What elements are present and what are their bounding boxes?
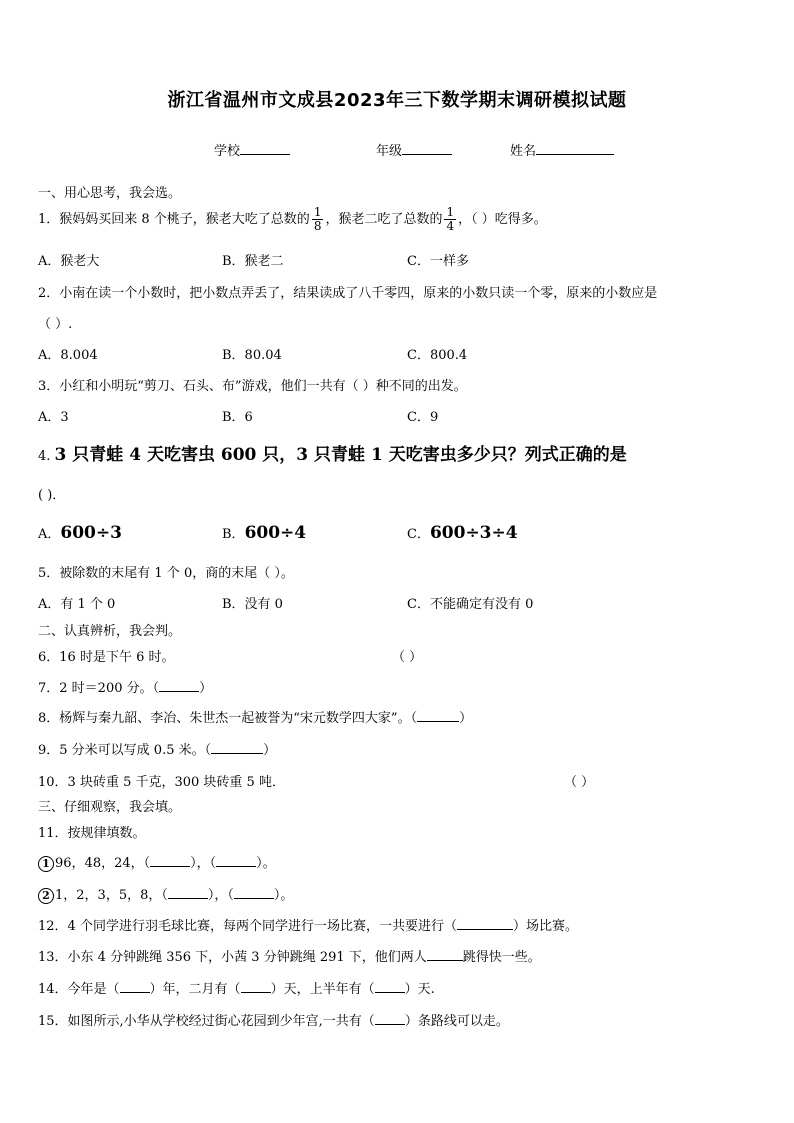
section-1-heading: 一、用心思考，我会选。	[38, 186, 182, 201]
question-8: 8．杨辉与秦九韶、李冶、朱世杰一起被誉为“宋元数学四大家”。（ ）	[38, 711, 473, 726]
q15-answer-blank[interactable]	[375, 1012, 405, 1025]
q5-option-a[interactable]: A．有 1 个 0	[38, 597, 116, 612]
q2-option-a[interactable]: A．8.004	[38, 348, 98, 363]
q11-row2-blank-1[interactable]	[168, 886, 208, 899]
q1-option-a[interactable]: A．猴老大	[38, 254, 100, 269]
question-10: 10．3 块砖重 5 千克，300 块砖重 5 吨．	[38, 775, 285, 790]
q3-option-c[interactable]: C．9	[407, 410, 439, 425]
q8-answer-blank[interactable]	[417, 709, 459, 722]
question-12: 12．4 个同学进行羽毛球比赛，每两个同学进行一场比赛，一共要进行（ ）场比赛。	[38, 919, 578, 934]
question-2: 2．小南在读一个小数时，把小数点弄丢了，结果读成了八千零四，原来的小数只读一个零，原来的小数应是	[38, 286, 658, 301]
q11-row1-blank-2[interactable]	[216, 854, 256, 867]
section-2-heading: 二、认真辨析，我会判。	[38, 624, 182, 639]
q1-option-c[interactable]: C．一样多	[407, 254, 469, 269]
q11-row2-blank-2[interactable]	[234, 886, 274, 899]
question-15: 15．如图所示,小华从学校经过街心花园到少年宫,一共有（ ）条路线可以走。	[38, 1014, 509, 1029]
q7-answer-blank[interactable]	[159, 679, 199, 692]
q9-answer-blank[interactable]	[211, 741, 263, 754]
fraction-one-eighth: $\frac{1}{8}$	[313, 205, 322, 233]
q4-option-a[interactable]: A．600÷3	[38, 523, 122, 543]
section-3-heading: 三、仔细观察，我会填。	[38, 800, 182, 815]
q4-option-c[interactable]: C．600÷3÷4	[407, 523, 518, 543]
question-11: 11．按规律填数。	[38, 826, 146, 841]
question-11-row-1: 1 96，48，24，（ ），（ ）。	[38, 852, 276, 872]
q6-answer-blank[interactable]: （ ）	[392, 650, 423, 665]
grade-field[interactable]: 年级	[376, 140, 452, 159]
q13-answer-blank[interactable]	[427, 948, 463, 961]
q5-option-b[interactable]: B．没有 0	[222, 597, 283, 612]
question-11-row-2: 2 1，2，3，5，8，（ ），（ ）。	[38, 884, 293, 904]
circled-number-2-icon: 2	[38, 888, 54, 904]
question-6: 6．16 时是下午 6 时。	[38, 650, 175, 665]
q12-answer-blank[interactable]	[457, 917, 513, 930]
school-field[interactable]: 学校	[214, 140, 290, 159]
q5-option-c[interactable]: C．不能确定有没有 0	[407, 597, 534, 612]
question-14: 14．今年是（ ）年，二月有（ ）天，上半年有（ ）天.	[38, 982, 435, 997]
question-9: 9．5 分米可以写成 0.5 米。（ ）	[38, 743, 277, 758]
q4-option-b[interactable]: B．600÷4	[222, 523, 307, 543]
q1-option-b[interactable]: B．猴老二	[222, 254, 284, 269]
q10-answer-blank[interactable]: （ ）	[564, 775, 595, 790]
question-2-cont: （ ）.	[38, 317, 73, 332]
q14-halfyear-blank[interactable]	[375, 980, 405, 993]
question-1: 1．猴妈妈买回来 8 个桃子，猴老大吃了总数的 $\frac{1}{8}$ ，猴老二吃了总数的 $\frac{1}{4}$ ，（ ）吃得多。	[38, 205, 547, 233]
q2-option-b[interactable]: B．80.04	[222, 348, 282, 363]
q14-feb-blank[interactable]	[241, 980, 271, 993]
name-field[interactable]: 姓名	[510, 140, 614, 159]
question-5: 5．被除数的末尾有 1 个 0，商的末尾（ ）。	[38, 566, 294, 581]
circled-number-1-icon: 1	[38, 856, 54, 872]
question-13: 13．小东 4 分钟跳绳 356 下，小茜 3 分钟跳绳 291 下，他们两人 跳得快一些。	[38, 950, 541, 965]
q3-option-b[interactable]: B．6	[222, 410, 253, 425]
q11-row1-blank-1[interactable]	[150, 854, 190, 867]
q14-year-blank[interactable]	[120, 980, 150, 993]
question-7: 7．2 时＝200 分。（ ）	[38, 681, 213, 696]
question-3: 3．小红和小明玩“剪刀、石头、布”游戏，他们一共有（ ）种不同的出发。	[38, 379, 467, 394]
q3-option-a[interactable]: A．3	[38, 410, 69, 425]
fraction-one-quarter: $\frac{1}{4}$	[446, 205, 455, 233]
question-4-cont: ( )．	[38, 488, 66, 503]
page-title: 浙江省温州市文成县2023年三下数学期末调研模拟试题	[167, 90, 627, 111]
question-4: 4. 3 只青蛙 4 天吃害虫 600 只，3 只青蛙 1 天吃害虫多少只？列式正确的是	[38, 445, 627, 465]
q2-option-c[interactable]: C．800.4	[407, 348, 468, 363]
